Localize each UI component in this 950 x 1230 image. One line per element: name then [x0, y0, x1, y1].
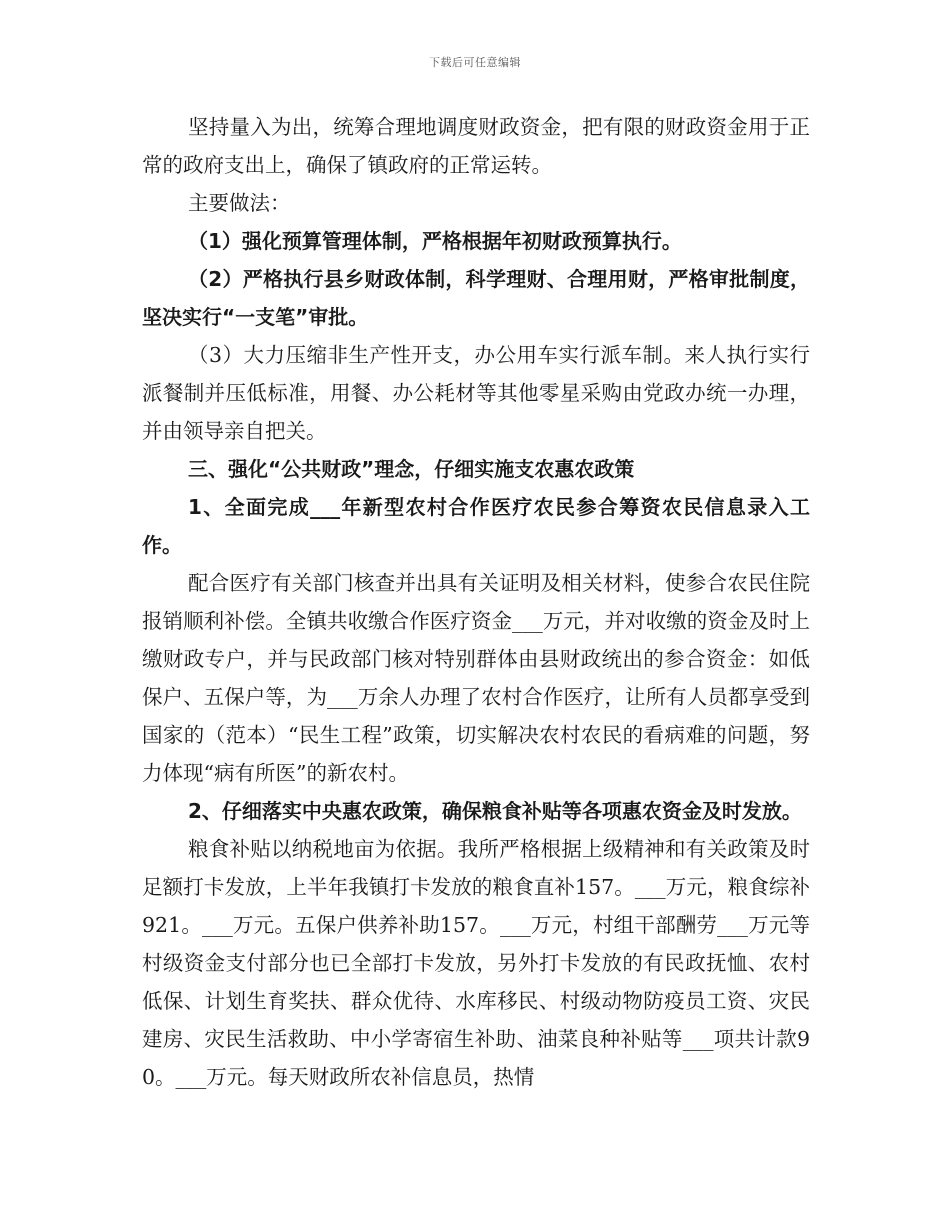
paragraph-method-3: （3）大力压缩非生产性开支，办公用车实行派车制。来人执行实行派餐制并压低标准，用餐、办公耗材等其他零星采购由党政办统一办理，并由领导亲自把关。	[142, 343, 810, 443]
document-body	[142, 108, 810, 1096]
paragraph-grain-subsidy-details: 粮食补贴以纳税地亩为依据。我所严格根据上级精神和有关政策及时足额打卡发放，上半年我镇打卡发放的粮食直补157。___万元，粮食综补921。___万元。五保户供养补助157。___万元，村组干部酬劳___万元等村级资金支付部分也已全部打卡发放，另外打卡发放的有民政抚恤、农村低保、计划生育奖扶、群众优待、水库移民、村级动物防疫员工资、灾民建房、灾民生活救助、中小学寄宿生补助、油菜良种补贴等___项共计款90。___万元。每天财政所农补信息员，热情	[142, 837, 810, 1089]
paragraph-medical-details: 配合医疗有关部门核查并出具有关证明及相关材料，使参合农民住院报销顺利补偿。全镇共收缴合作医疗资金___万元，并对收缴的资金及时上缴财政专户，并与民政部门核对特别群体由县财政统出的参合资金：如低保户、五保户等，为___万余人办理了农村合作医疗，让所有人员都享受到国家的（范本）“民生工程”政策，切实解决农村农民的看病难的问题，努力体现“病有所医”的新农村。	[142, 571, 810, 785]
paragraph-method-1: （1）强化预算管理体制，严格根据年初财政预算执行。	[188, 229, 682, 253]
paragraph-budget-summary: 坚持量入为出，统筹合理地调度财政资金，把有限的财政资金用于正常的政府支出上，确保了镇政府的正常运转。	[142, 115, 810, 177]
subheading-cooperative-medical: 1、全面完成___年新型农村合作医疗农民参合筹资农民信息录入工作。	[142, 495, 810, 557]
paragraph-main-methods-label: 主要做法：	[188, 191, 291, 215]
page-header-note: 下载后可任意编辑	[429, 56, 521, 69]
section-heading-public-finance: 三、强化“公共财政”理念，仔细实施支农惠农政策	[188, 457, 635, 481]
paragraph-method-2: （2）严格执行县乡财政体制，科学理财、合理用财，严格审批制度，坚决实行“一支笔”审批。	[142, 267, 810, 329]
subheading-grain-subsidy: 2、仔细落实中央惠农政策，确保粮食补贴等各项惠农资金及时发放。	[188, 799, 802, 823]
